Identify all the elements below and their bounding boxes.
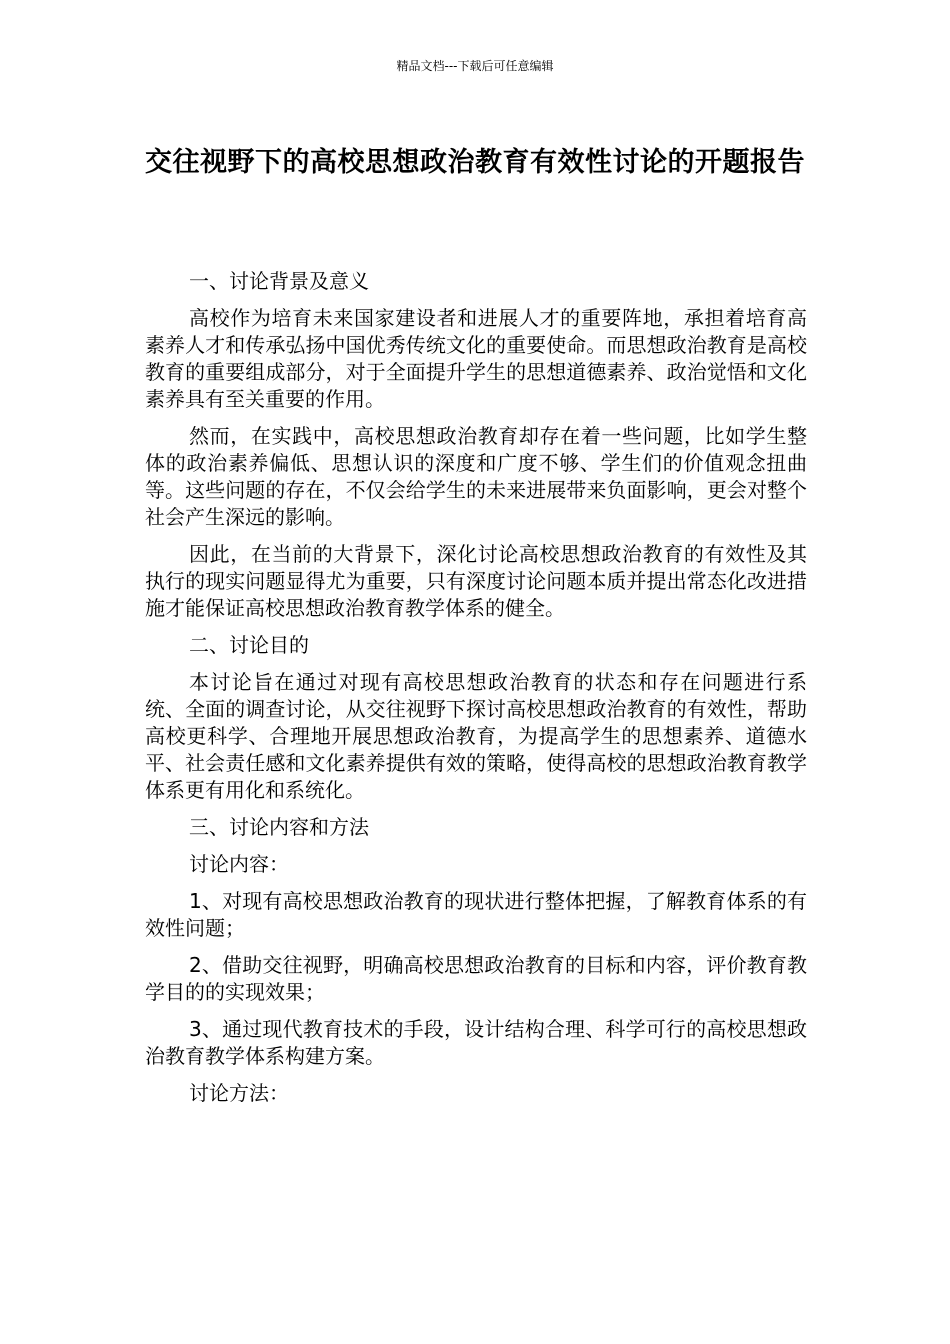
paragraph: 然而，在实践中，高校思想政治教育却存在着一些问题，比如学生整体的政治素养偏低、思想认识的深度和广度不够、学生们的价值观念扭曲等。这些问题的存在，不仅会给学生的未来进展带来负面影响，更会对整个社会产生深远的影响。 [145,424,807,529]
heading-content-method: 三、讨论内容和方法 [189,815,369,839]
list-item: 1、对现有高校思想政治教育的现状进行整体把握，了解教育体系的有效性问题； [145,889,807,940]
paragraph: 因此，在当前的大背景下，深化讨论高校思想政治教育的有效性及其执行的现实问题显得尤为重要，只有深度讨论问题本质并提出常态化改进措施才能保证高校思想政治教育教学体系的健全。 [145,542,807,620]
subheading-content: 讨论内容： [189,852,289,876]
page-header: 精品文档---下载后可任意编辑 [396,59,554,73]
document-title: 交往视野下的高校思想政治教育有效性讨论的开题报告 [145,147,805,178]
heading-background: 一、讨论背景及意义 [189,269,369,293]
list-item: 3、通过现代教育技术的手段，设计结构合理、科学可行的高校思想政治教育教学体系构建方案。 [145,1017,807,1068]
paragraph: 高校作为培育未来国家建设者和进展人才的重要阵地，承担着培育高素养人才和传承弘扬中国优秀传统文化的重要使命。而思想政治教育是高校教育的重要组成部分，对于全面提升学生的思想道德素养、政治觉悟和文化素养具有至关重要的作用。 [145,306,807,411]
heading-purpose: 二、讨论目的 [189,633,309,657]
paragraph: 本讨论旨在通过对现有高校思想政治教育的状态和存在问题进行系统、全面的调查讨论，从交往视野下探讨高校思想政治教育的有效性，帮助高校更科学、合理地开展思想政治教育，为提高学生的思想素养、道德水平、社会责任感和文化素养提供有效的策略，使得高校的思想政治教育教学体系更有用化和系统化。 [145,670,807,802]
subheading-method: 讨论方法： [189,1081,289,1105]
document-body [145,268,807,1117]
list-item: 2、借助交往视野，明确高校思想政治教育的目标和内容，评价教育教学目的的实现效果； [145,953,807,1004]
